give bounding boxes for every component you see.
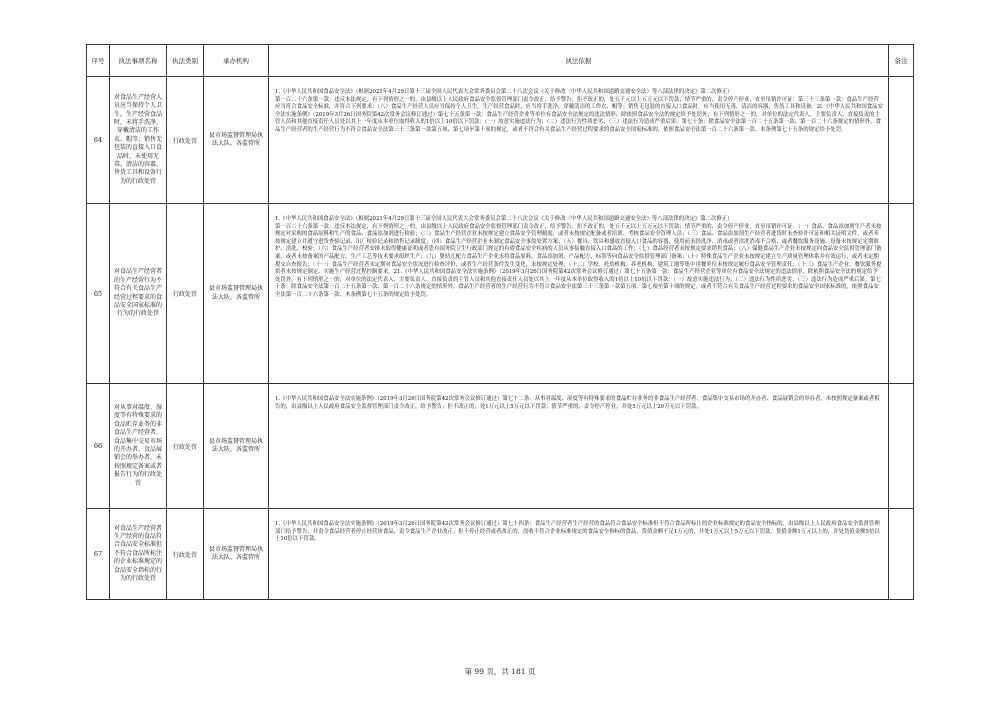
table-row: [87, 509, 914, 600]
table-row: [87, 204, 914, 384]
header-org: 承办机构: [204, 45, 269, 77]
table-row: [87, 77, 914, 204]
row-org: 县市场监督管理局执法大队、各监管所: [204, 77, 269, 204]
row-no: 64: [87, 77, 110, 204]
row-org: 县市场监督管理局执法大队、各监管所: [204, 204, 269, 384]
row-item-name: 对食品生产经营者的生产经营行为不符合有关食品生产经营过程要求的食品安全国家标准的行为的行政处罚: [110, 204, 167, 384]
row-no: 65: [87, 204, 110, 384]
row-basis: 1.《中华人民共和国食品安全法》（根据2021年4月29日第十三届全国人民代表大会常务委员会第二十八次会议《关于修改〈中华人民共和国道路交通安全法〉等八部法律的决定》第二次修正） 第一百二十六条第一款：违反本法规定，有下列情形之一的，由县级以上人民政府食品安全监督管理部门责令改正，给予警告；拒不改正的，处五千元以上五万元以下罚款；情节严重的，责令停产停业，直至吊销许可证：第三十三条第一款：食品生产经营应当符合食品安全标准，并符合下列要求：（八）食品生产经营人员应当保持个人卫生，生产经营食品时，应当将手洗净，穿戴清洁的工作衣、帽等；销售无包装的直接入口食品时，应当使用无毒、清洁的容器、售货工具和设备。2l.《中华人民共和国食品安全法实施条例》（2019年3月26日国务院第42次常务会议修订通过）第七十五条第一款：食品生产经营企业等单位有食品安全法规定的违法情形，除依照食品安全法的规定给予处罚外，有下列情形之一的，对单位的法定代表人、主要负责人、直接负责的主管人员和其他直接责任人员处以其上一年度从本单位取得收入的1倍以上10倍以下罚款：（一）故意实施违法行为；（二）违法行为性质恶劣；（三）违法行为造成严重后果。第七十条：除食品安全法第一百二十五条第一款、第一百二十六条规定的情形外，食品生产经营者的生产经营行为不符合食品安全法第三十三条第一款第五项、第七项至第十项的规定，或者不符合有关食品生产经营过程要求的食品安全国家标准的，依照食品安全法第一百二十六条第一款、本条例第七十五条的规定给予处罚。: [269, 77, 889, 204]
table-row: [87, 384, 914, 509]
row-note: [889, 509, 914, 600]
row-basis: 1.《中华人民共和国食品安全法实施条例》（2019年3月26日国务院第42次常务会议修订通过）第七十二条：从事对温度、湿度等有特殊要求的食品贮存业务的非食品生产经营者，食品集中交易市场的开办者、食品展销会的举办者，未按照规定备案或者报告的，由县级以上人民政府食品安全监督管理部门责令改正，给予警告；拒不改正的，处1万元以上5万元以下罚款；情节严重的，责令停产停业，并处5万元以上20万元以下罚款。: [269, 384, 889, 509]
row-item-name: 对食品生产经营者生产经营的食品符合食品安全标准但不符合食品所标注的企业标准规定的食品安全指标的行为的行政处罚: [110, 509, 167, 600]
header-note: 备注: [889, 45, 914, 77]
row-item-name: 对食品生产经营人员应当保持个人卫生，生产经营食品时，未将手洗净，穿戴清洁的工作衣、帽等；销售无包装的直接入口食品时，未使用无毒、清洁的容器、售货工具和设备行为的行政处罚: [110, 77, 167, 204]
table-header-row: [87, 45, 914, 77]
row-type: 行政处罚: [167, 204, 204, 384]
row-type: 行政处罚: [167, 384, 204, 509]
row-basis: 1.《中华人民共和国食品安全法实施条例》（2019年3月26日国务院第42次常务会议修订通过）第七十四条：食品生产经营者生产经营的食品符合食品安全标准但不符合食品所标注的企业标准规定的食品安全指标的，由县级以上人民政府食品安全监督管理部门给予警告，并责令食品经营者停止经营该食品，责令食品生产企业改正；拒不停止经营或者改正的，没收不符合企业标准规定的食品安全指标的食品，货值金额不足1万元的，并处1万元以上5万元以下罚款，货值金额1万元以上的，并处货值金额5倍以上10倍以下罚款。: [269, 509, 889, 600]
row-note: [889, 204, 914, 384]
header-type: 执法类别: [167, 45, 204, 77]
enforcement-items-table: [86, 44, 914, 600]
row-type: 行政处罚: [167, 77, 204, 204]
header-basis: 执法依据: [269, 45, 889, 77]
page-number-footer: 第 99 页，共 181 页: [464, 667, 536, 676]
row-item-name: 对从事对温度、湿度等有特殊要求的食品贮存业务的非食品生产经营者，食品集中交易市场的开办者、食品展销会的举办者，未按照规定备案或者报告行为的行政处罚: [110, 384, 167, 509]
row-basis: 1.《中华人民共和国食品安全法》（根据2021年4月29日第十三届全国人民代表大会常务委员会第二十八次会议《关于修改〈中华人民共和国道路交通安全法〉等八部法律的决定》第二次修正） 第一百二十六条第一款：违反本法规定，有下列情形之一的，由县级以上人民政府食品安全监督管理部门责令改正，给予警告；拒不改正的，处五千元以上五万元以下罚款；情节严重的，责令停产停业，直至吊销许可证：（一）食品、食品添加剂生产者未按规定对采购的食品原料和生产的食品、食品添加剂进行检验；（二）食品生产经营企业未按规定建立食品安全管理制度，或者未按规定配备或者培训、考核食品安全管理人员；（三）食品、食品添加剂生产经营者进货时未查验许可证和相关证明文件，或者未按规定建立并遵守进货查验记录、出厂检验记录和销售记录制度；（四）食品生产经营企业未制定食品安全事故处置方案；（五）餐具、饮具和盛放直接入口食品的容器，使用前未经洗净、消毒或者清洗消毒不合格，或者餐饮服务设施、设备未按规定定期维护、清洗、校验；（六）食品生产经营者安排未取得健康证明或者患有国务院卫生行政部门规定的有碍食品安全疾病的人员从事接触直接入口食品的工作；（七）食品经营者未按规定要求销售食品；（八）保健食品生产企业未按规定向食品安全监督管理部门备案，或者未按备案的产品配方、生产工艺等技术要求组织生产；（九）婴幼儿配方食品生产企业未将食品原料、食品添加剂、产品配方、标签等向食品安全监督管理部门备案；（十）特殊食品生产企业未按规定建立生产质量管理体系并有效运行，或者未定期提交自查报告；（十一）食品生产经营者未定期对食品安全状况进行检查评价，或者生产经营条件发生变化，未按规定处理；（十二）学校、托幼机构、养老机构、建筑工地等集中用餐单位未按规定履行食品安全管理责任；（十三）食品生产企业、餐饮服务提供者未按规定制定、实施生产经营过程控制要求。21.《中华人民共和国食品安全法实施条例》（2019年3月26日国务院第42次常务会议修订通过）第七十五条第一款：食品生产经营企业等单位有食品安全法规定的违法情形，除依照食品安全法的规定给予处罚外，有下列情形之一的，对单位的法定代表人、主要负责人、直接负责的主管人员和其他直接责任人员处以其上一年度从本单位取得收入的1倍以上10倍以下罚款：（一）故意实施违法行为；（二）违法行为性质恶劣；（三）违法行为造成严重后果。第七十条：除食品安全法第一百二十五条第一款、第一百二十六条规定的情形外，食品生产经营者的生产经营行为不符合食品安全法第三十三条第一款第五项、第七项至第十项的规定，或者不符合有关食品生产经营过程要求的食品安全国家标准的，依照食品安全法第一百二十六条第一款、本条例第七十五条的规定给予处罚。: [269, 204, 889, 384]
row-no: 66: [87, 384, 110, 509]
header-no: 序号: [87, 45, 110, 77]
row-org: 县市场监督管理局执法大队、各监管所: [204, 384, 269, 509]
header-item-name: 执法事项名称: [110, 45, 167, 77]
row-type: 行政处罚: [167, 509, 204, 600]
row-no: 67: [87, 509, 110, 600]
row-org: 县市场监督管理局执法大队、各监管所: [204, 509, 269, 600]
row-note: [889, 77, 914, 204]
row-note: [889, 384, 914, 509]
